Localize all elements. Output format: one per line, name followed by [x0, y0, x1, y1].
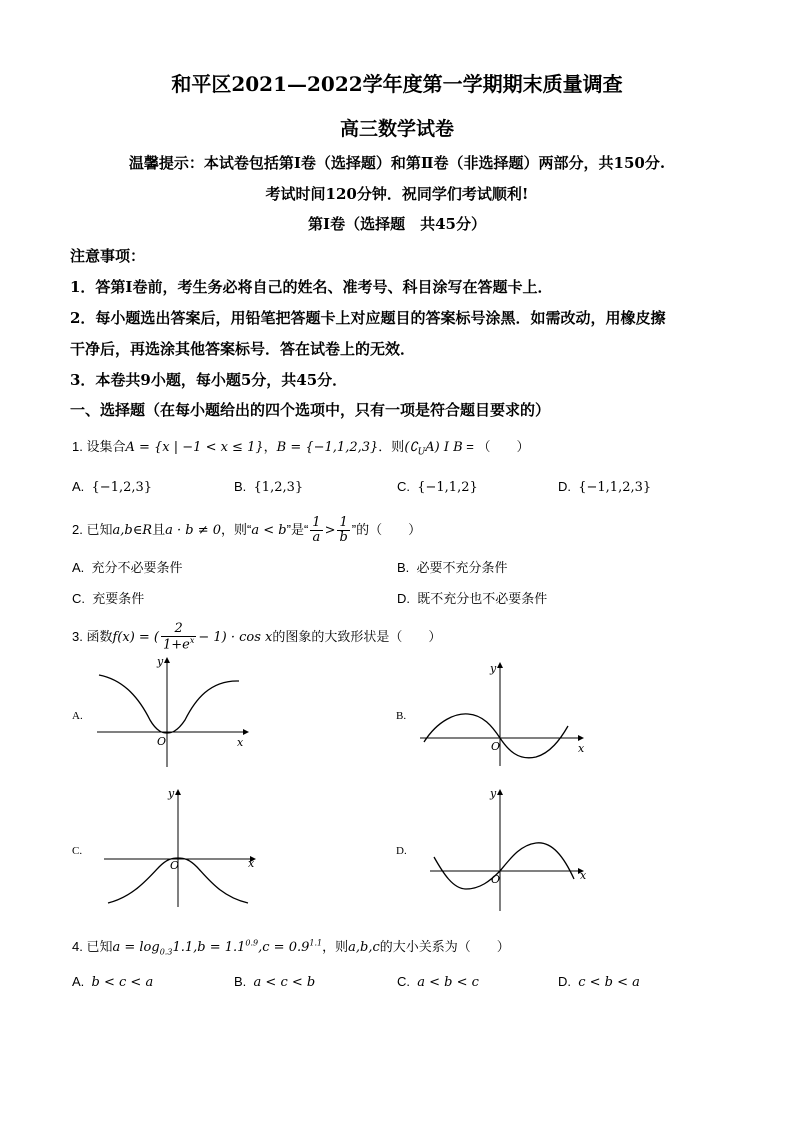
q2-option-d: [397, 588, 547, 607]
question-number: 4.: [72, 939, 83, 954]
denominator-base: 1+e: [163, 637, 190, 653]
q1-option-b: [234, 479, 303, 495]
origin-label: O: [170, 859, 180, 872]
denominator: a: [312, 530, 321, 546]
question-text: 的图象的大致形状是（ ）: [272, 628, 442, 644]
question-number: 2.: [72, 522, 83, 538]
option-text: {−1,1,2}: [417, 480, 478, 495]
option-text: {−1,2,3}: [91, 480, 153, 495]
math-vars: a,b,c: [348, 940, 380, 955]
graph-label-a: A.: [72, 710, 83, 722]
math-relation: a < b: [251, 523, 287, 539]
graph-d[interactable]: [428, 785, 593, 915]
exam-title: 和平区2021—2022学年度第一学期期末质量调查: [171, 72, 623, 96]
q2-option-a: [72, 557, 183, 576]
option-text: 既不充分也不必要条件: [417, 591, 548, 606]
question-text: ”的（ ）: [351, 522, 422, 538]
fraction-1-over-b: [337, 516, 349, 546]
exam-subtitle: 高三数学试卷: [339, 118, 454, 140]
origin-label: O: [157, 735, 167, 748]
question-text: 函数: [86, 628, 113, 644]
question-number: 3.: [72, 628, 83, 644]
question-text: = （ ）: [462, 439, 530, 454]
option-text: 充要条件: [92, 591, 145, 606]
option-label: D.: [558, 974, 571, 989]
option-label: A.: [72, 560, 85, 575]
math-intersection: A) I B: [425, 440, 463, 455]
y-axis-label: y: [157, 655, 164, 668]
math-a: a = log: [112, 940, 160, 955]
origin-label: O: [491, 740, 501, 753]
math-complement: (∁: [404, 440, 418, 455]
y-axis-arrow-icon: [497, 662, 503, 668]
question-text: ，则: [322, 939, 349, 954]
y-axis-label: y: [168, 787, 175, 800]
q2-option-c: [72, 588, 144, 607]
note-2b: 干净后，再选涂其他答案标号．答在试卷上的无效．: [70, 340, 416, 358]
option-label: B.: [397, 560, 410, 575]
option-text: c < b < a: [578, 975, 640, 990]
math-b: b = 1.1: [197, 940, 246, 955]
math-condition: a,b∈R: [112, 523, 153, 539]
option-label: C.: [397, 479, 410, 494]
option-text: {1,2,3}: [253, 480, 304, 495]
option-text: a < c < b: [253, 975, 316, 990]
x-axis-arrow-icon: [578, 735, 584, 741]
option-label: D.: [397, 591, 410, 606]
question-text: 且: [152, 522, 166, 538]
math-operator: >: [324, 523, 336, 539]
option-text: 必要不充分条件: [416, 560, 508, 575]
math-set-b: B = {−1,1,2,3}: [276, 440, 379, 455]
note-3: 3．本卷共9小题，每小题5分，共45分．: [70, 371, 348, 389]
option-text: {−1,1,2,3}: [578, 480, 652, 495]
origin-label: O: [491, 873, 501, 886]
numerator: 2: [161, 622, 196, 637]
y-axis-arrow-icon: [164, 657, 170, 663]
math-subscript: U: [417, 447, 426, 458]
q1-option-c: [397, 479, 478, 495]
x-axis-label: x: [578, 742, 585, 755]
curve: [99, 675, 239, 733]
option-label: B.: [234, 974, 247, 989]
graph-b[interactable]: [418, 658, 593, 768]
question-number: 1.: [72, 439, 83, 454]
q4-option-d: [558, 974, 640, 990]
x-axis-label: x: [237, 736, 244, 749]
numerator: 1: [312, 515, 321, 530]
question-text: ”是“: [286, 522, 309, 538]
question-text: ，则“: [221, 522, 252, 538]
exponent: x: [189, 636, 195, 646]
fraction-2-over-1-plus-ex: [161, 622, 196, 653]
q4-option-c: [397, 974, 479, 990]
option-label: A.: [72, 974, 85, 989]
q1-option-d: [558, 479, 651, 495]
question-text: ．则: [378, 439, 405, 454]
question-2: [72, 516, 421, 546]
curve: [434, 843, 574, 889]
question-text: 已知: [86, 522, 113, 538]
option-label: A.: [72, 479, 85, 494]
x-axis-label: x: [580, 869, 587, 882]
y-axis-arrow-icon: [497, 789, 503, 795]
graph-label-c: C.: [72, 845, 83, 857]
graph-a[interactable]: [95, 655, 255, 770]
y-axis-arrow-icon: [175, 789, 181, 795]
question-1: [72, 436, 530, 458]
question-text: 的大小关系为（ ）: [379, 939, 510, 954]
y-axis-label: y: [490, 662, 497, 675]
denominator: b: [339, 530, 348, 546]
question-text: 已知: [86, 939, 113, 954]
section-heading: 一、选择题（在每小题给出的四个选项中，只有一项是符合题目要求的）: [70, 401, 551, 419]
notes-heading: 注意事项：: [70, 247, 146, 265]
option-label: B.: [234, 479, 247, 494]
q2-option-b: [397, 557, 508, 576]
note-1: 1．答第Ⅰ卷前，考生务必将自己的姓名、准考号、科目涂写在答题卡上．: [70, 278, 553, 296]
tip-line-1: 温馨提示：本试卷包括第Ⅰ卷（选择题）和第Ⅱ卷（非选择题）两部分，共150分.: [128, 154, 666, 172]
math-exponent: 1.1: [309, 938, 323, 948]
option-label: D.: [558, 479, 571, 494]
q4-option-a: [72, 974, 153, 990]
part-heading: 第Ⅰ卷（选择题 共45分）: [308, 215, 486, 233]
option-text: b < c < a: [91, 975, 154, 990]
math-exponent: 0.9: [245, 938, 259, 948]
tip-line-2: 考试时间120分钟．祝同学们考试顺利!: [265, 185, 529, 203]
option-label: C.: [397, 974, 410, 989]
math-function: − 1) · cos x: [198, 629, 273, 645]
y-axis-label: y: [490, 787, 497, 800]
note-2a: 2．每小题选出答案后，用铅笔把答题卡上对应题目的答案标号涂黑．如需改动，用橡皮擦: [70, 309, 666, 327]
math-subscript: 0.3: [159, 947, 173, 957]
math-condition: a · b ≠ 0: [165, 523, 222, 539]
graph-label-b: B.: [396, 710, 407, 722]
math-function: f(x) = (: [112, 629, 159, 645]
denominator: [161, 637, 196, 653]
x-axis-arrow-icon: [243, 729, 249, 735]
math-set-a: A = {x | −1 < x ≤ 1}: [125, 440, 264, 455]
option-text: 充分不必要条件: [91, 560, 183, 575]
fraction-1-over-a: [310, 516, 322, 546]
q4-option-b: [234, 974, 315, 990]
graph-label-d: D.: [396, 845, 407, 857]
x-axis-label: x: [248, 857, 255, 870]
question-4: [72, 936, 510, 957]
question-3: [72, 622, 441, 653]
math-c: ,c = 0.9: [258, 940, 310, 955]
graph-c[interactable]: [102, 785, 262, 910]
numerator: 1: [337, 516, 349, 531]
question-text: 设集合: [86, 439, 126, 454]
math-a: 1.1,: [172, 940, 198, 955]
question-text: ，: [263, 439, 277, 454]
option-text: a < b < c: [417, 975, 479, 990]
option-label: C.: [72, 591, 85, 606]
q1-option-a: [72, 479, 152, 495]
